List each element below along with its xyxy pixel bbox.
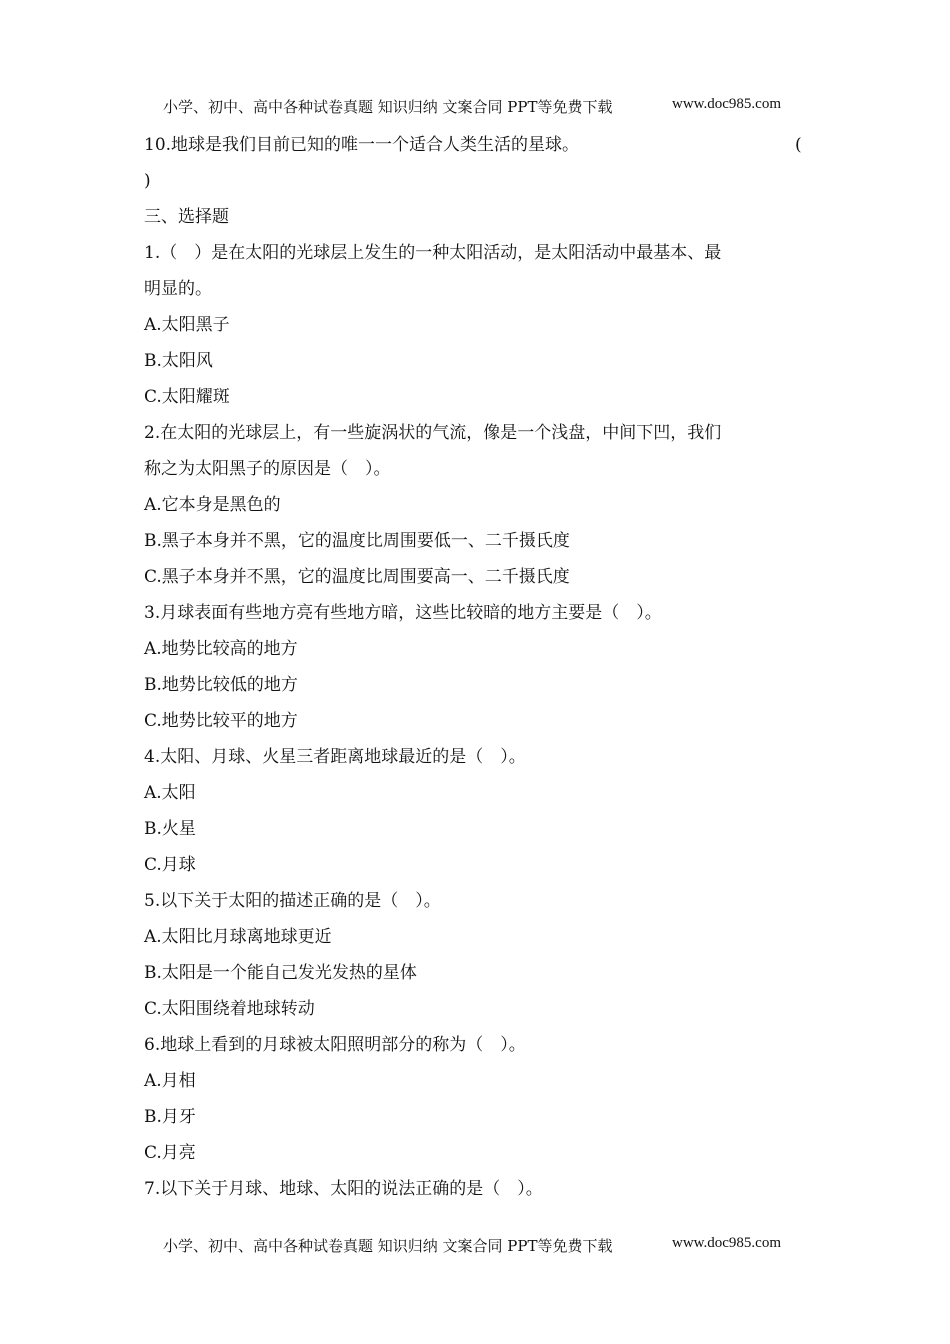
answer-option: B.月牙 bbox=[144, 1107, 196, 1127]
question-item bbox=[144, 739, 806, 883]
answer-paren-close: ) bbox=[144, 171, 151, 191]
question-item bbox=[144, 595, 806, 739]
question-10-text: 10.地球是我们目前已知的唯一一个适合人类生活的星球。 bbox=[144, 135, 580, 155]
question-item bbox=[144, 1027, 806, 1171]
question-stem-line: 2.在太阳的光球层上，有一些旋涡状的气流，像是一个浅盘，中间下凹，我们 bbox=[144, 423, 722, 443]
answer-option: B.火星 bbox=[144, 819, 196, 839]
footer-website: www.doc985.com bbox=[672, 1235, 782, 1251]
answer-option: B.太阳是一个能自己发光发热的星体 bbox=[144, 963, 417, 983]
document-body bbox=[144, 127, 806, 1207]
answer-option: A.太阳比月球离地球更近 bbox=[144, 927, 332, 947]
question-stem-line: 5.以下关于太阳的描述正确的是（ ）。 bbox=[144, 891, 441, 911]
answer-option: A.太阳 bbox=[144, 783, 196, 803]
answer-option: C.太阳围绕着地球转动 bbox=[144, 999, 315, 1019]
answer-option: B.黑子本身并不黑，它的温度比周围要低一、二千摄氏度 bbox=[144, 531, 570, 551]
answer-paren-open: ( bbox=[795, 135, 802, 155]
question-item bbox=[144, 1171, 806, 1207]
answer-option: A.月相 bbox=[144, 1071, 196, 1091]
answer-option: B.太阳风 bbox=[144, 351, 213, 371]
answer-option: B.地势比较低的地方 bbox=[144, 675, 298, 695]
question-stem-line: 称之为太阳黑子的原因是（ ）。 bbox=[144, 459, 391, 479]
question-stem-line: 3.月球表面有些地方亮有些地方暗，这些比较暗的地方主要是（ ）。 bbox=[144, 603, 662, 623]
question-item bbox=[144, 235, 806, 415]
question-item bbox=[144, 883, 806, 1027]
question-stem-line: 1.（ ）是在太阳的光球层上发生的一种太阳活动，是太阳活动中最基本、最 bbox=[144, 243, 722, 263]
answer-option: A.太阳黑子 bbox=[144, 315, 230, 335]
answer-option: C.黑子本身并不黑，它的温度比周围要高一、二千摄氏度 bbox=[144, 567, 570, 587]
answer-option: C.月球 bbox=[144, 855, 196, 875]
footer-promo-text: 小学、初中、高中各种试卷真题 知识归纳 文案合同 PPT等免费下载 bbox=[163, 1237, 613, 1255]
question-stem-line: 明显的。 bbox=[144, 279, 212, 299]
question-list bbox=[144, 235, 806, 1207]
header-promo-text: 小学、初中、高中各种试卷真题 知识归纳 文案合同 PPT等免费下载 bbox=[163, 98, 613, 116]
question-item bbox=[144, 415, 806, 595]
answer-option: C.月亮 bbox=[144, 1143, 196, 1163]
question-stem-line: 6.地球上看到的月球被太阳照明部分的称为（ ）。 bbox=[144, 1035, 526, 1055]
answer-option: A.地势比较高的地方 bbox=[144, 639, 298, 659]
answer-option: C.地势比较平的地方 bbox=[144, 711, 298, 731]
question-stem-line: 7.以下关于月球、地球、太阳的说法正确的是（ ）。 bbox=[144, 1179, 543, 1199]
section-title: 三、选择题 bbox=[144, 207, 229, 227]
answer-option: A.它本身是黑色的 bbox=[144, 495, 281, 515]
question-stem-line: 4.太阳、月球、火星三者距离地球最近的是（ ）。 bbox=[144, 747, 526, 767]
question-10 bbox=[144, 127, 806, 163]
answer-option: C.太阳耀斑 bbox=[144, 387, 230, 407]
header-website: www.doc985.com bbox=[672, 96, 782, 112]
